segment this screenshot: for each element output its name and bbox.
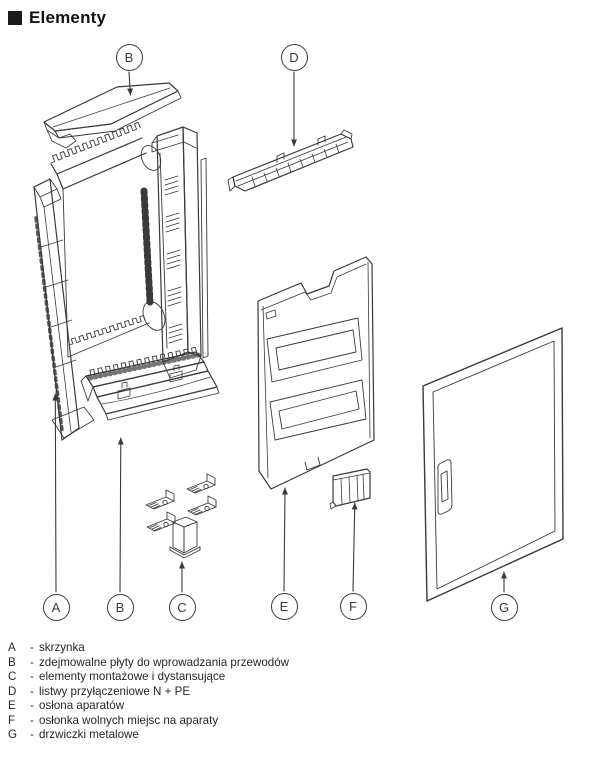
callout-c	[169, 594, 196, 621]
legend-dash: -	[30, 655, 34, 669]
legend-dash: -	[30, 670, 34, 683]
callout-arrows	[55, 72, 504, 592]
legend-text: zdejmowalne płyty do wprowadzania przewodów	[39, 655, 290, 669]
part-e-cover-panel	[258, 257, 374, 489]
callout-g	[491, 594, 518, 621]
legend-dash: -	[30, 641, 34, 654]
callout-e	[271, 593, 298, 620]
callout-b-top	[116, 44, 143, 71]
arrow-f	[353, 503, 355, 591]
legend-row-a	[8, 641, 289, 656]
legend	[8, 641, 289, 743]
spacer-post	[170, 517, 200, 558]
legend-text: listwy przyłączeniowe N + PE	[39, 684, 191, 698]
legend-row-e	[8, 699, 289, 714]
arrow-b-top	[129, 72, 131, 95]
legend-letter: B	[8, 655, 16, 669]
callout-letter: B	[115, 599, 125, 615]
legend-dash: -	[30, 728, 34, 741]
legend-row-b	[8, 656, 289, 671]
page-title-text: Elementy	[29, 8, 107, 27]
legend-text: skrzynka	[39, 641, 85, 654]
legend-dash: -	[30, 684, 34, 698]
legend-dash: -	[30, 713, 34, 727]
part-b-top-plate	[44, 83, 181, 148]
legend-dash: -	[30, 699, 34, 712]
legend-row-c	[8, 670, 289, 685]
part-f-blank-cover	[330, 469, 370, 509]
legend-row-f	[8, 714, 289, 729]
arrow-a	[55, 394, 56, 592]
callout-a	[43, 594, 70, 621]
part-a-enclosure	[34, 122, 208, 440]
legend-text: osłona aparatów	[39, 699, 125, 712]
legend-letter: A	[8, 641, 16, 654]
callout-b-bottom	[107, 594, 134, 621]
callout-f	[340, 593, 367, 620]
arrow-e	[284, 488, 285, 591]
legend-row-g	[8, 728, 289, 743]
module-window-upper-recess	[267, 318, 362, 382]
legend-text: elementy montażowe i dystansujące	[39, 670, 226, 683]
callout-letter: C	[177, 599, 187, 615]
din-slot-strip	[144, 191, 150, 302]
legend-row-d	[8, 685, 289, 700]
callout-d	[281, 44, 308, 71]
legend-text: drzwiczki metalowe	[39, 728, 139, 741]
legend-text: osłonka wolnych miejsc na aparaty	[39, 713, 219, 727]
part-b-bottom-plate	[81, 347, 219, 420]
part-c-mounting-elements	[146, 474, 216, 558]
part-g-metal-door	[423, 328, 563, 601]
arrow-b-bottom	[120, 438, 121, 592]
legend-letter: D	[8, 684, 17, 698]
legend-letter: G	[8, 728, 18, 741]
callout-letter: G	[498, 599, 510, 615]
legend-letter: E	[8, 699, 16, 712]
callout-letter: D	[289, 49, 299, 65]
callout-letter: A	[51, 599, 61, 615]
legend-letter: F	[8, 713, 16, 727]
part-d-terminal-strip	[228, 130, 353, 191]
legend-letter: C	[8, 670, 17, 683]
callout-letter: F	[349, 598, 357, 614]
callout-letter: E	[279, 598, 289, 614]
callout-letter: B	[124, 49, 134, 65]
door-handle	[438, 460, 452, 514]
